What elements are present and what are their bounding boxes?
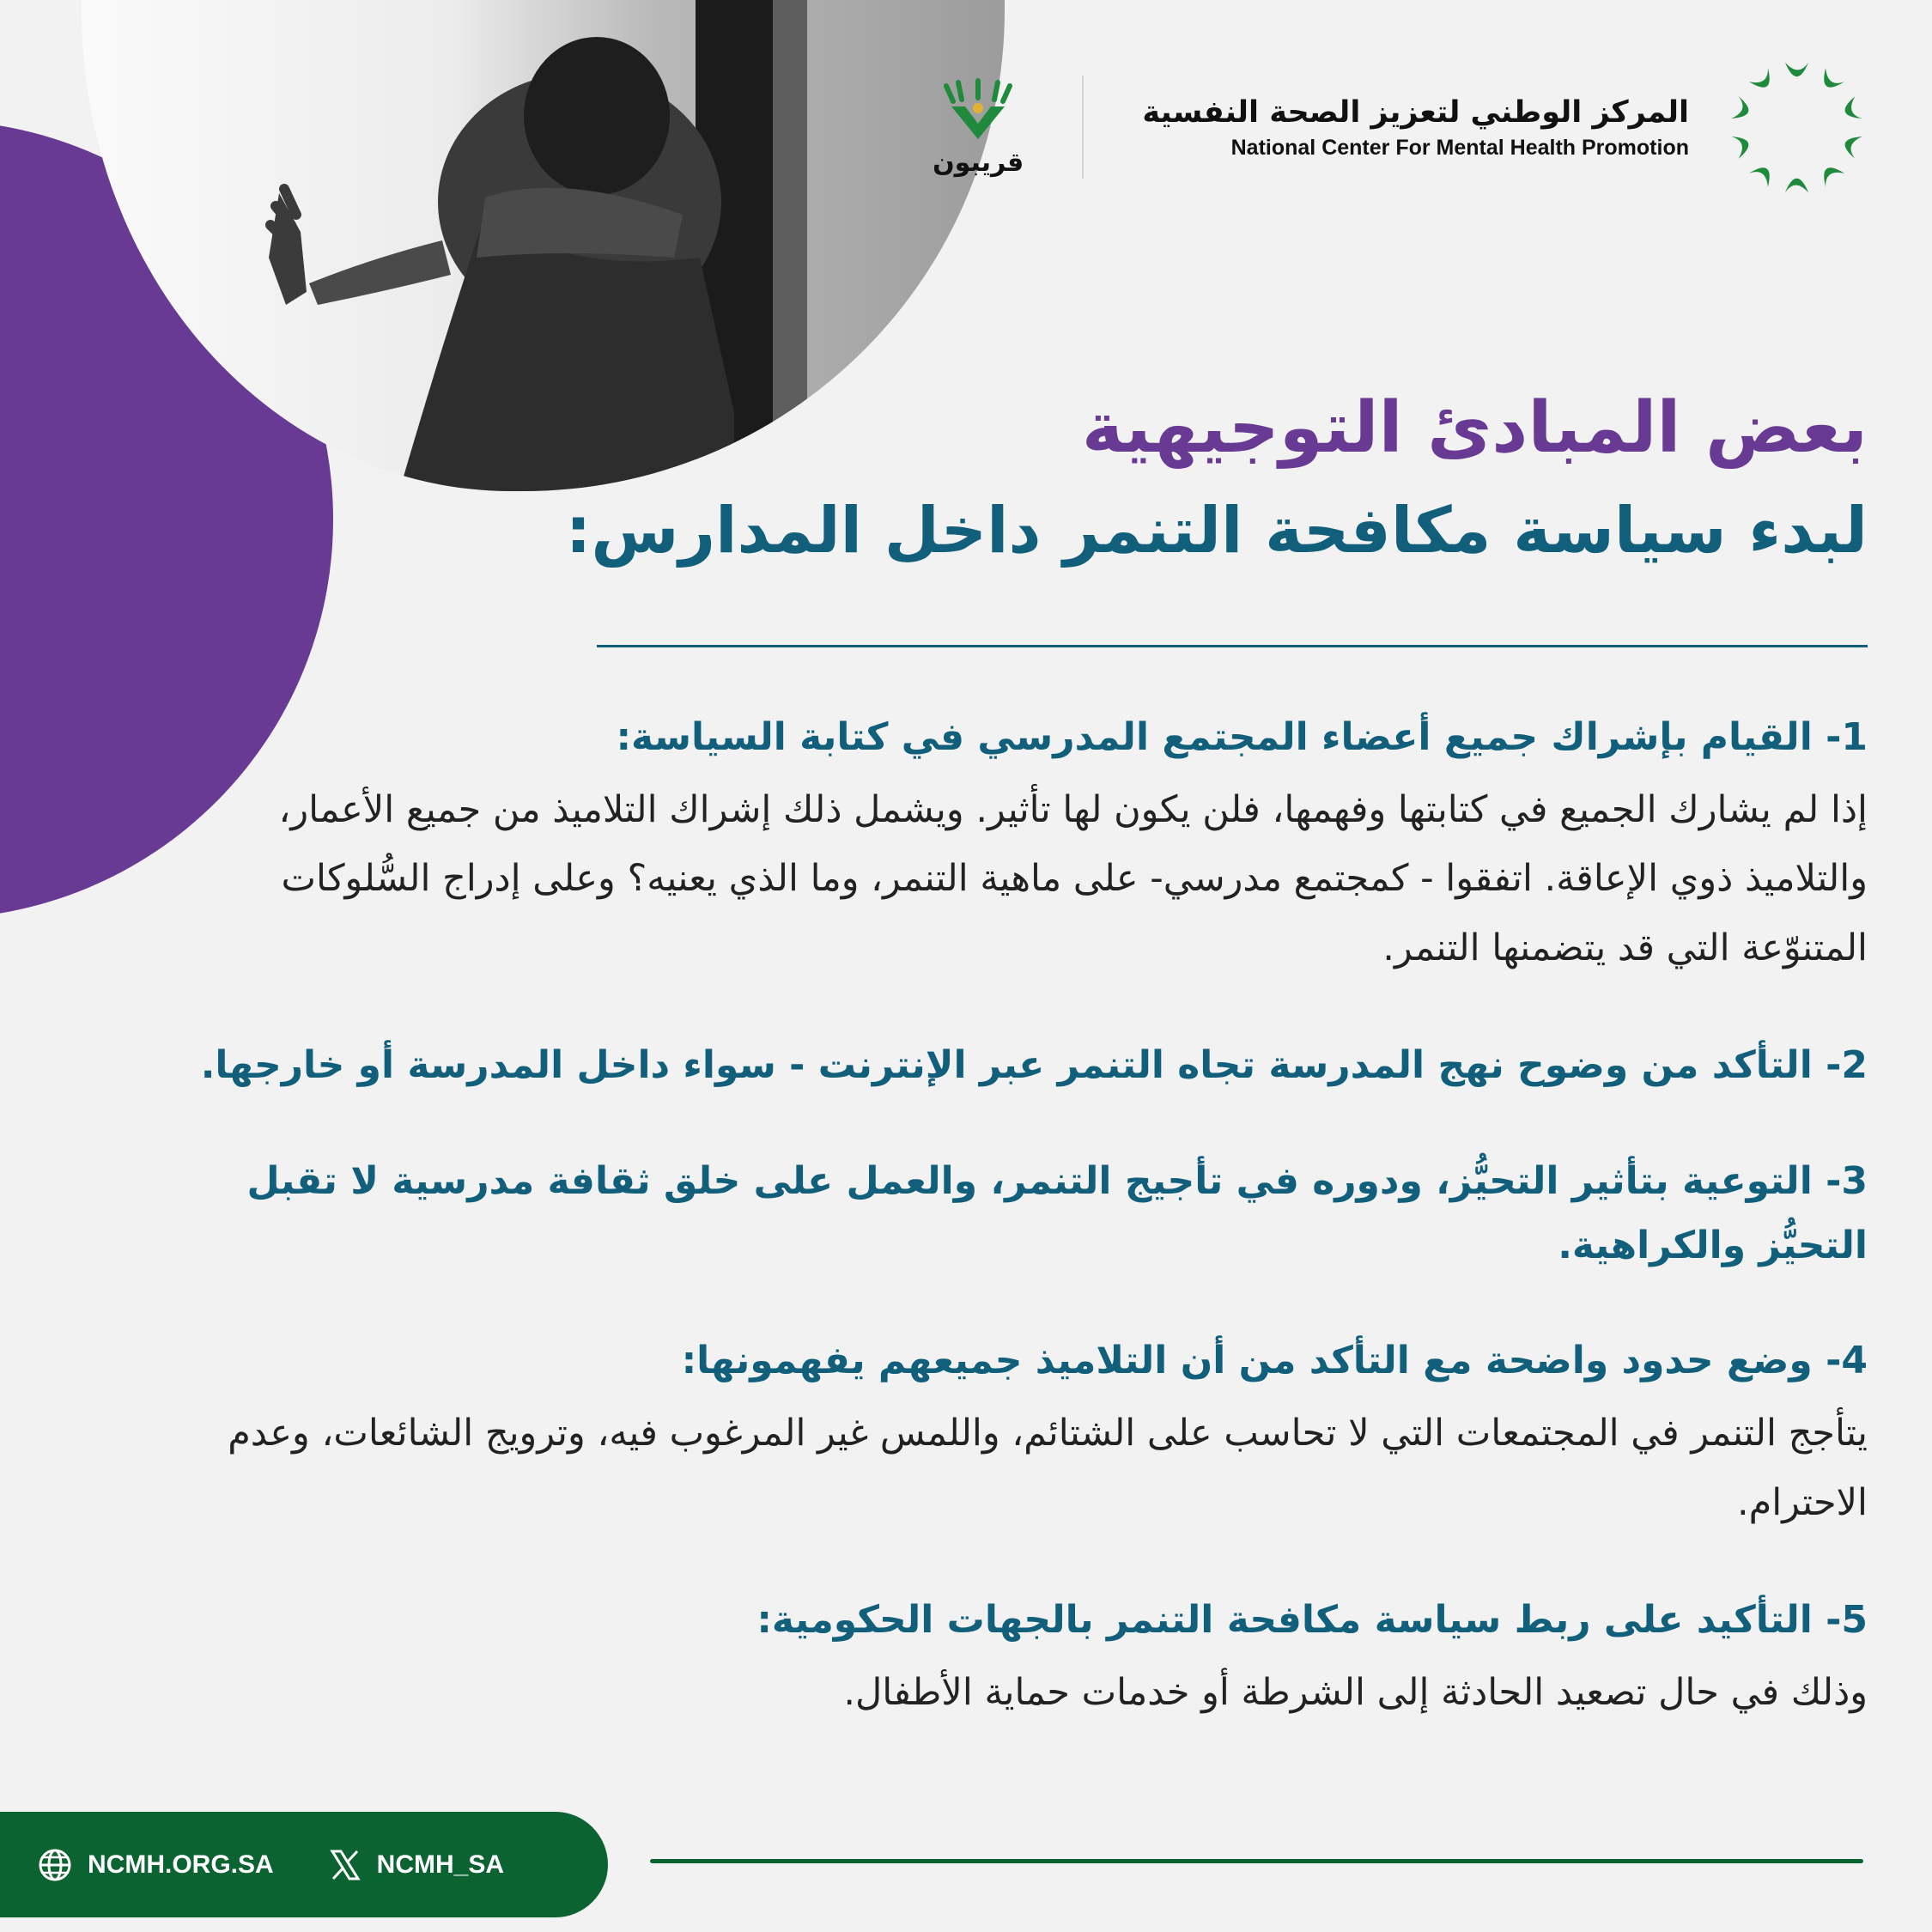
partner-name: قريبون [933,147,1024,178]
principle-1 [185,706,1868,982]
principles-list [185,706,1868,1778]
qareeboon-heart-icon [939,77,1017,146]
principle-body: يتأجج التنمر في المجتمعات التي لا تحاسب على الشتائم، واللمس غير المرغوب فيه، وترويج الشائعات، وعدم الاحترام. [228,1412,1868,1524]
website-text: NCMH.ORG.SA [88,1850,274,1879]
principle-3 [185,1150,1868,1279]
ncmh-logo-icon [1722,52,1872,203]
footer-social-bar [0,1812,608,1917]
org-name-english: National Center For Mental Health Promotion [1230,135,1689,160]
website-link[interactable] [38,1848,274,1882]
principle-heading: 5- التأكيد على ربط سياسة مكافحة التنمر بالجهات الحكومية: [756,1598,1868,1643]
header-divider [1082,76,1084,179]
principle-heading: 4- وضع حدود واضحة مع التأكد من أن التلاميذ جميعهم يفهمونها: [681,1339,1868,1383]
org-name-arabic: المركز الوطني لتعزيز الصحة النفسية [1142,94,1689,130]
principle-body: وذلك في حال تصعيد الحادثة إلى الشرطة أو خدمات حماية الأطفال. [843,1670,1868,1714]
principle-body: إذا لم يشارك الجميع في كتابتها وفهمها، فلن يكون لها تأثير. ويشمل ذلك إشراك التلاميذ من جميع الأعمار، والتلاميذ ذوي الإعاقة. اتفقوا - كمجتمع مدرسي- على ماهية التنمر، وما الذي يعنيه؟ وعلى إدراج السُّلوكات المتنوّعة التي قد يتضمنها التنمر. [278,787,1868,969]
sub-title: لبدء سياسة مكافحة التنمر داخل المدارس: [565,494,1868,568]
principle-heading: 2- التأكد من وضوح نهج المدرسة تجاه التنمر عبر الإنترنت - سواء داخل المدرسة أو خارجها. [200,1043,1868,1088]
title-block [566,386,1868,573]
principle-2 [185,1034,1868,1098]
globe-icon [38,1848,72,1882]
principle-heading: 3- التوعية بتأثير التحيُّز، ودوره في تأجيج التنمر، والعمل على خلق ثقافة مدرسية لا تقبل التحيُّز والكراهية. [246,1158,1868,1267]
principle-heading: 1- القيام بإشراك جميع أعضاء المجتمع المدرسي في كتابة السياسة: [616,715,1868,759]
title-underline [597,645,1868,647]
header [933,58,1872,196]
main-title: بعض المبادئ التوجيهية [1081,387,1868,469]
x-handle-link[interactable] [329,1849,504,1881]
qareeboon-logo [933,77,1024,178]
x-logo-icon [329,1849,361,1881]
ncmh-name [1142,94,1689,161]
principle-4 [185,1329,1868,1537]
x-handle-text: NCMH_SA [376,1850,505,1879]
principle-5 [185,1589,1868,1727]
footer-rule [650,1859,1863,1863]
